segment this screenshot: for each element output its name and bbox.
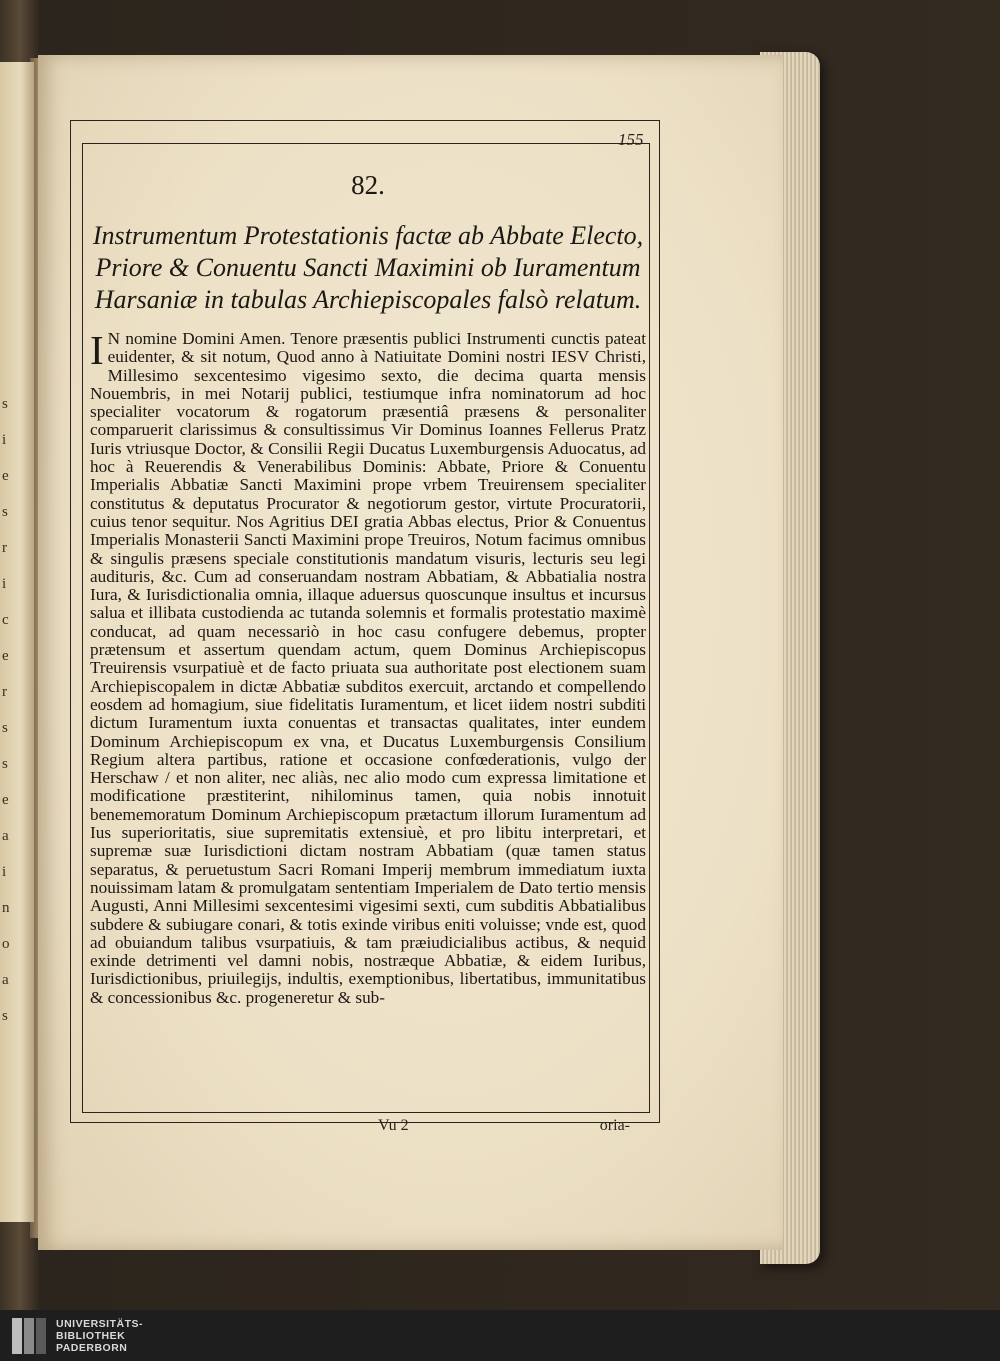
previous-page-edge	[0, 62, 34, 1222]
page-footer-line	[330, 1117, 630, 1141]
logo-line: PADERBORN	[56, 1342, 128, 1354]
left-page-fragment: n	[2, 900, 10, 916]
left-page-fragment: i	[2, 864, 7, 880]
document-title: Instrumentum Protestationis factæ ab Abbate Electo, Priore & Conuentu Sancti Maximini ob Iuramentum Harsaniæ in tabulas Archiepiscopales falsò relatum.	[92, 221, 644, 314]
left-page-fragment: s	[2, 756, 8, 772]
logo-line: BIBLIOTHEK	[56, 1330, 126, 1342]
left-page-fragment: r	[2, 684, 7, 700]
body-text: N nomine Domini Amen. Tenore præsentis publici Instrumenti cunctis pateat euidenter, & sit notum, Quod anno à Natiuitate Domini nostri IESV Christi, Millesimo sexcentesimo vigesimo sexto, die decima quarta mensis Nouembris, in mei Notarij publici, testiumque infra nominatorum ad hoc specialiter vocatorum & rogatorum præsentiâ præsens & personaliter comparuerit clarissimus & consultissimus Vir Dominus Ioannes Fellerus Pratz Iuris vtriusque Doctor, & Consilii Regii Ducatus Luxemburgensis Aduocatus, ad hoc à Reuerendis & Venerabilibus Dominis: Abbate, Priore & Conuentu Imperialis Abbatiæ Sancti Maximini prope vrbem Treuirensem specialiter constitutus & deputatus Procurator & negotiorum gestor, virtute Procuratorii, cuius tenor sequitur. Nos Agritius DEI gratia Abbas electus, Prior & Conuentus Imperialis Monasterii Sancti Maximini prope Treuiros, Notum facimus omnibus & singulis præsens speciale constitutionis mandatum visuris, lecturis seu legi audituris, &c. Cum ad conseruandam nostram Abbatiam, & Abbatialia nostra Iura, & Iurisdictionalia omnia, illaque aduersus quoscunque insultus et incursus salua et illibata custodienda ac tutanda solemnis et formalis protestatio maximè conducat, ad quam necessariò in hoc casu confugere debemus, propter prætensum et assertum quendam actum, quem Dominus Archiepiscopus Treuirensis vsurpatiuè et de facto priuata sua authoritate post electionem suam Archiepiscopalem in dictæ Abbatiæ subditos exercuit, arctando et compellendo eosdem ad homagium, siue fidelitatis Iuramentum, et licet iidem nostri subditi dictum Iuramentum iuxta conuentas et transactas qualitates, inter eundem Dominum Archiepiscopum ex vna, et Ducatus Luxemburgensis Consilium Regium altera partibus, ratione et occasione confœderationis, vulgo der Herschaw / et non aliter, nec aliàs, nec alio modo cum expressa limitatione et modificatione præstiterint, nihilominus tamen, quia nobis innotuit benememoratum Dominum Archiepiscopum prætactum illorum Iuramentum ad Ius superioritatis, siue supremitatis extensiuè, et pro libitu interpretari, et supremæ suæ Iurisdictioni dictam nostram Abbatiam (quæ tamen status separatus, & peruetustum Sacri Romani Imperij membrum immediatum iuxta nouissimam latam & promulgatam sententiam Imperialem de Dato tertio mensis Augusti, Anni Millesimi sexcentesimi vigesimi sexti, cum subditis Abbatialibus subdere & subiugare conari, & totis exinde viribus eniti voluisse; vnde est, quod ad obuiandum talibus vsurpatiuis, & tam præiudicialibus actibus, & nequid exinde detrimenti vel damni nobis, nostræque Abbatiæ, & eidem Iuribus, Iurisdictionibus, priuilegijs, indultis, exemptionibus, libertatibus, immunitatibus & concessionibus &c. progeneretur & sub-	[90, 329, 646, 1007]
left-page-fragment: i	[2, 576, 7, 592]
signature-mark: Vu 2	[378, 1117, 409, 1134]
library-logo-text	[56, 1318, 143, 1354]
catchword: oria-	[599, 1117, 630, 1134]
left-page-fragment: a	[2, 828, 9, 844]
body-paragraph	[90, 327, 646, 1007]
page-content	[90, 168, 646, 1103]
left-page-fragment: i	[2, 432, 7, 448]
library-footer	[0, 1310, 1000, 1361]
left-page-fragment: s	[2, 720, 8, 736]
left-page-fragment: s	[2, 1008, 8, 1024]
left-page-fragment: e	[2, 468, 9, 484]
logo-line: UNIVERSITÄTS-	[56, 1318, 144, 1330]
drop-initial: I	[90, 327, 104, 373]
document-number: 82.	[351, 170, 385, 200]
left-page-fragment: e	[2, 792, 9, 808]
left-page-fragment: s	[2, 396, 8, 412]
university-library-logo-icon	[10, 1316, 48, 1356]
left-page-fragment: r	[2, 540, 7, 556]
left-page-fragment: e	[2, 648, 9, 664]
page-number: 155	[618, 130, 644, 149]
left-page-fragment: s	[2, 504, 8, 520]
left-page-fragment: a	[2, 972, 9, 988]
left-page-fragment: c	[2, 612, 9, 628]
left-page-fragment: o	[2, 936, 10, 952]
